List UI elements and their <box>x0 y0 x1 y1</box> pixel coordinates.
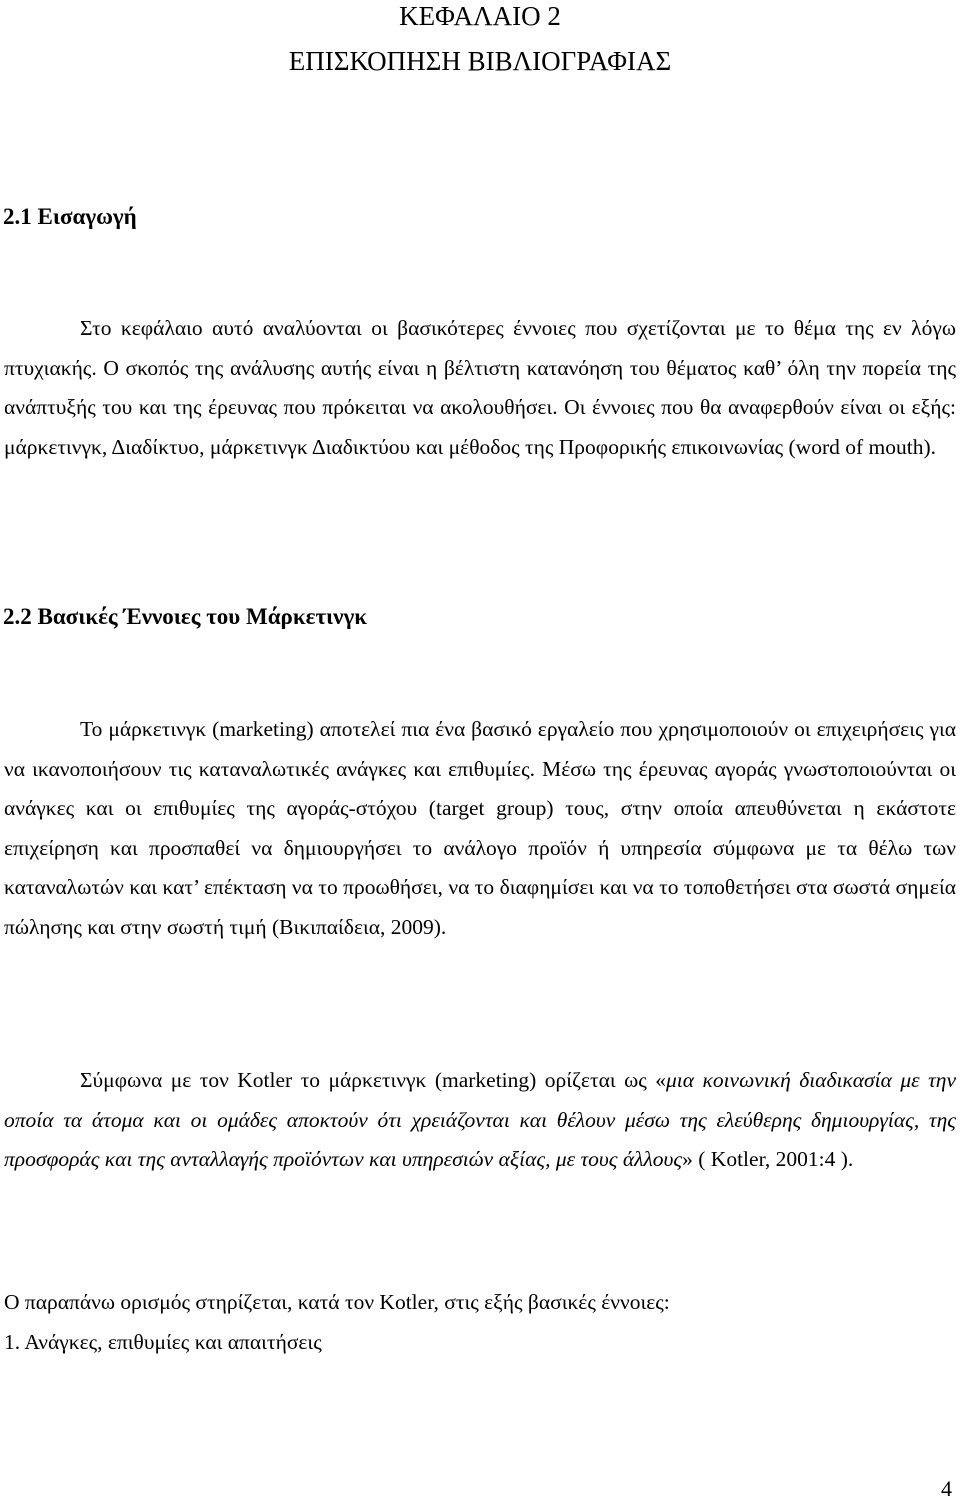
marketing-definition-paragraph: Το μάρκετινγκ (marketing) αποτελεί πια ένα βασικό εργαλείο που χρησιμοποιούν οι επιχειρήσεις για να ικανοποιήσουν τις καταναλωτικές ανάγκες και επιθυμίες. Μέσω της έρευνας αγοράς γνωστοποιούνται οι ανάγκες και οι επιθυμίες της αγοράς-στόχου (target group) τους, στην οποία απευθύνεται η εκάστοτε επιχείρηση και προσπαθεί να δημιουργήσει το ανάλογο προϊόν ή υπηρεσία σύμφωνα με τα θέλω των καταναλωτών και κατ’ επέκταση να το προωθήσει, να το διαφημίσει και να το τοποθετήσει στα σωστά σημεία πώλησης και στην σωστή τιμή (Βικιπαίδεια, 2009). <box>4 717 956 939</box>
kotler-concepts-paragraph: Ο παραπάνω ορισμός στηρίζεται, κατά τον Kotler, στις εξής βασικές έννοιες: <box>4 1290 670 1314</box>
kotler-quote-text: μια κοινωνική διαδικασία με την οποία τα άτομα και οι ομάδες αποκτούν ότι χρειάζονται και θέλουν μέσω της ελεύθερης δημιουργίας, της προσφοράς και της ανταλλαγής προϊόντων και υπηρεσιών αξίας, με τους άλλους <box>4 1068 956 1172</box>
chapter-title: ΕΠΙΣΚΟΠΗΣΗ ΒΙΒΛΙΟΓΡΑΦΙΑΣ <box>288 46 672 76</box>
section-heading-marketing-basics: 2.2 Βασικές Έννοιες του Μάρκετινγκ <box>3 604 367 629</box>
page-number: 4 <box>941 1476 952 1501</box>
kotler-intro-text: Σύμφωνα με τον Kotler το μάρκετινγκ (marketing) ορίζεται ως « <box>80 1068 666 1092</box>
kotler-definition-paragraph <box>4 1061 956 1180</box>
chapter-label: ΚΕΦΑΛΑΙΟ 2 <box>399 1 561 31</box>
kotler-citation-text: » ( Kotler, 2001:4 ). <box>682 1147 854 1172</box>
section-heading-introduction: 2.1 Εισαγωγή <box>3 204 137 229</box>
introduction-paragraph: Στο κεφάλαιο αυτό αναλύονται οι βασικότερες έννοιες που σχετίζονται με το θέμα της εν λόγω πτυχιακής. Ο σκοπός της ανάλυσης αυτής είναι η βέλτιστη κατανόηση του θέματος καθ’ όλη την πορεία της ανάπτυξής του και της έρευνας που πρόκειται να ακολουθήσει. Οι έννοιες που θα αναφερθούν είναι οι εξής: μάρκετινγκ, Διαδίκτυο, μάρκετινγκ Διαδικτύου και μέθοδος της Προφορικής επικοινωνίας (word of mouth). <box>4 316 956 459</box>
list-item: 1. Ανάγκες, επιθυμίες και απαιτήσεις <box>4 1330 322 1354</box>
